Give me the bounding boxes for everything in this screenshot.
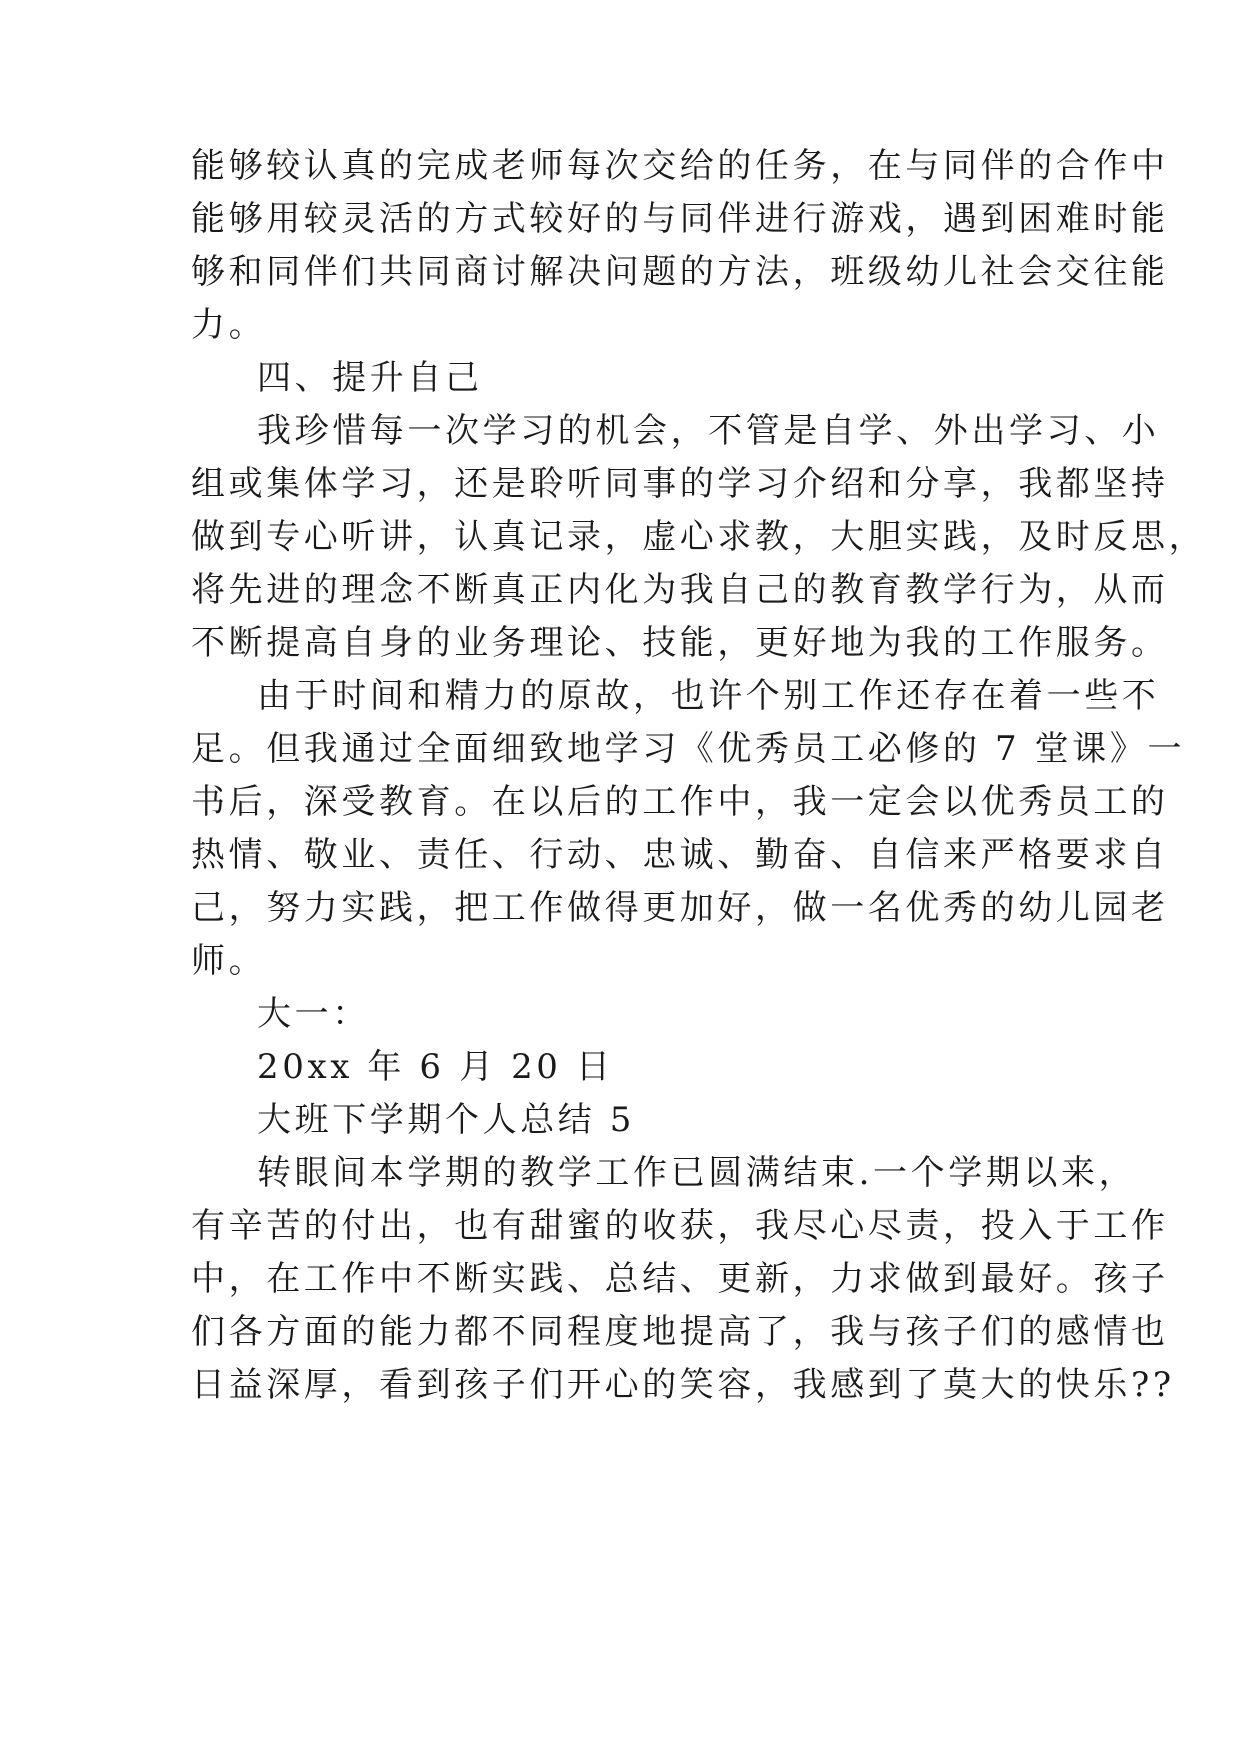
paragraph-line: 己，努力实践，把工作做得更加好，做一名优秀的幼儿园老	[191, 888, 1169, 928]
paragraph-line: 能够较认真的完成老师每次交给的任务，在与同伴的合作中	[191, 146, 1169, 186]
paragraph-line: 热情、敬业、责任、行动、忠诚、勤奋、自信来严格要求自	[191, 835, 1169, 875]
paragraph-line: 将先进的理念不断真正内化为我自己的教育教学行为，从而	[191, 570, 1169, 610]
section-heading: 四、提升自己	[257, 358, 483, 398]
paragraph-line: 中，在工作中不断实践、总结、更新，力求做到最好。孩子	[191, 1259, 1169, 1299]
paragraph-line: 师。	[191, 941, 267, 981]
signature-line: 大一：	[257, 994, 370, 1034]
paragraph-line: 书后，深受教育。在以后的工作中，我一定会以优秀员工的	[191, 782, 1169, 822]
paragraph-line: 转眼间本学期的教学工作已圆满结束.一个学期以来，	[257, 1153, 1137, 1193]
paragraph-line: 做到专心听讲，认真记录，虚心求教，大胆实践，及时反思，	[191, 517, 1207, 557]
paragraph-line: 由于时间和精力的原故，也许个别工作还存在着一些不	[257, 676, 1160, 716]
paragraph-line: 够和同伴们共同商讨解决问题的方法，班级幼儿社会交往能	[191, 252, 1169, 292]
paragraph-line: 足。但我通过全面细致地学习《优秀员工必修的 7 堂课》一	[191, 729, 1186, 769]
date-line: 20xx 年 6 月 20 日	[257, 1047, 614, 1087]
section-title: 大班下学期个人总结 5	[257, 1100, 636, 1140]
paragraph-line: 我珍惜每一次学习的机会，不管是自学、外出学习、小	[257, 411, 1160, 451]
paragraph-line: 能够用较灵活的方式较好的与同伴进行游戏，遇到困难时能	[191, 199, 1169, 239]
paragraph-line: 不断提高自身的业务理论、技能，更好地为我的工作服务。	[191, 623, 1169, 663]
paragraph-line: 有辛苦的付出，也有甜蜜的收获，我尽心尽责，投入于工作	[191, 1206, 1169, 1246]
paragraph-line: 日益深厚，看到孩子们开心的笑容，我感到了莫大的快乐??	[191, 1365, 1175, 1405]
paragraph-line: 组或集体学习，还是聆听同事的学习介绍和分享，我都坚持	[191, 464, 1169, 504]
paragraph-line: 力。	[191, 305, 267, 345]
paragraph-line: 们各方面的能力都不同程度地提高了，我与孩子们的感情也	[191, 1312, 1169, 1352]
